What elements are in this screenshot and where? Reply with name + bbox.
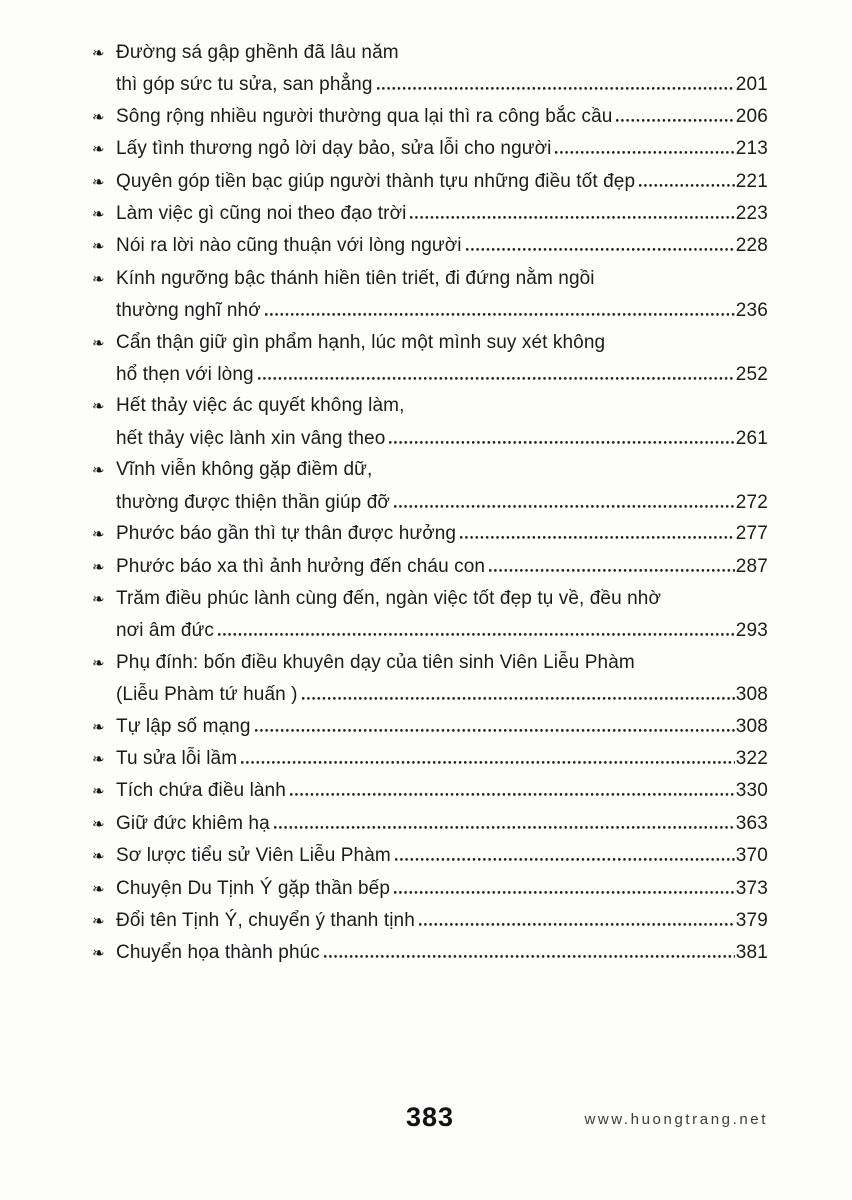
fleuron-leaf-bullet-icon: ❧: [92, 911, 105, 930]
toc-entry-title: Tu sửa lỗi lầm: [116, 747, 238, 769]
toc-entry-page: 228: [735, 235, 768, 257]
toc-entry-title: Trăm điều phúc lành cùng đến, ngàn việc tốt đẹp tụ về, đều nhờ: [116, 587, 662, 609]
toc-entry-page: 252: [735, 364, 768, 386]
toc-entry-page: 308: [735, 715, 768, 737]
toc-entry-title: hết thảy việc lành xin vâng theo: [116, 427, 386, 449]
toc-entry-page: 261: [735, 427, 768, 449]
dot-leader: [218, 633, 735, 636]
toc-entry-title: Chuyện Du Tịnh Ý gặp thần bếp: [116, 877, 391, 899]
toc-line: [92, 647, 768, 679]
toc-entry-page: 330: [735, 780, 768, 802]
toc-entry-page: 221: [735, 170, 768, 192]
toc-entry-page: 379: [735, 909, 768, 931]
toc-entry-page: 223: [735, 203, 768, 225]
toc-entry-title: Chuyển họa thành phúc: [116, 942, 320, 964]
page-number: 383: [406, 1102, 455, 1132]
toc-line: [92, 775, 768, 807]
toc-entry-title: thường được thiện thần giúp đỡ: [116, 491, 390, 513]
toc-entry-title: Làm việc gì cũng noi theo đạo trời: [116, 203, 407, 225]
toc-line: [92, 808, 768, 840]
toc-entry-title: Đường sá gập ghềnh đã lâu năm: [116, 42, 399, 63]
toc-line: [92, 133, 768, 165]
dot-leader: [258, 377, 735, 380]
dot-leader: [274, 826, 735, 829]
fleuron-leaf-bullet-icon: ❧: [92, 237, 105, 256]
dot-leader: [466, 248, 735, 251]
toc-entry-title: Nói ra lời nào cũng thuận với lòng người: [116, 235, 462, 257]
toc-entry-page: 213: [735, 138, 768, 160]
fleuron-leaf-bullet-icon: ❧: [92, 589, 105, 608]
fleuron-leaf-bullet-icon: ❧: [92, 814, 105, 833]
fleuron-leaf-bullet-icon: ❧: [92, 333, 105, 352]
fleuron-leaf-bullet-icon: ❧: [92, 717, 105, 736]
toc-line: [92, 423, 768, 454]
dot-leader: [302, 697, 735, 700]
toc-line: [92, 840, 768, 872]
dot-leader: [410, 216, 734, 219]
toc-line: [92, 263, 768, 295]
dot-leader: [377, 87, 735, 90]
toc-line: [92, 518, 768, 550]
toc-line: [92, 937, 768, 969]
fleuron-leaf-bullet-icon: ❧: [92, 140, 105, 159]
toc-entry-title: Quyên góp tiền bạc giúp người thành tựu những điều tốt đẹp: [116, 170, 636, 192]
toc-entry-title: hổ thẹn với lòng: [116, 364, 254, 386]
dot-leader: [265, 313, 735, 316]
toc-entry-page: 363: [735, 812, 768, 834]
fleuron-leaf-bullet-icon: ❧: [92, 44, 105, 62]
dot-leader: [255, 729, 735, 732]
dot-leader: [290, 793, 735, 796]
toc-line: [92, 551, 768, 583]
toc-line: [92, 905, 768, 937]
toc-entry-page: 277: [735, 523, 768, 545]
fleuron-leaf-bullet-icon: ❧: [92, 269, 105, 288]
toc-line: [92, 359, 768, 390]
toc-entry-title: thường nghĩ nhớ: [116, 300, 261, 322]
fleuron-leaf-bullet-icon: ❧: [92, 944, 105, 963]
toc-entry-title: Kính ngưỡng bậc thánh hiền tiên triết, đi đứng nằm ngồi: [116, 267, 595, 289]
toc-entry-title: thì góp sức tu sửa, san phẳng: [116, 74, 373, 96]
fleuron-leaf-bullet-icon: ❧: [92, 205, 105, 224]
toc-entry-page: 308: [735, 684, 768, 706]
toc-entry-page: 236: [735, 300, 768, 322]
toc-line: [92, 679, 768, 710]
dot-leader: [555, 151, 734, 154]
toc-entry-title: Phước báo gần thì tự thân được hưởng: [116, 523, 457, 545]
toc-entry-page: 272: [735, 491, 768, 513]
fleuron-leaf-bullet-icon: ❧: [92, 525, 105, 544]
toc-line: [92, 390, 768, 422]
toc-entry-page: 381: [735, 942, 768, 964]
toc-entry-title: nơi âm đức: [116, 620, 214, 642]
toc-line: [92, 295, 768, 326]
fleuron-leaf-bullet-icon: ❧: [92, 107, 105, 126]
toc-entry-title: (Liễu Phàm tứ huấn ): [116, 684, 298, 706]
dot-leader: [324, 955, 735, 958]
toc-entry-title: Hết thảy việc ác quyết không làm,: [116, 395, 405, 417]
toc-entry-page: 370: [735, 845, 768, 867]
toc-line: [92, 198, 768, 230]
toc-entry-title: Đổi tên Tịnh Ý, chuyển ý thanh tịnh: [116, 909, 415, 931]
dot-leader: [394, 505, 735, 508]
fleuron-leaf-bullet-icon: ❧: [92, 653, 105, 672]
toc-line: [92, 583, 768, 615]
dot-leader: [460, 536, 735, 539]
toc-entry-title: Phước báo xa thì ảnh hưởng đến cháu con: [116, 555, 486, 577]
toc-line: [92, 101, 768, 133]
table-of-contents: [92, 37, 768, 970]
toc-entry-title: Phụ đính: bốn điều khuyên dạy của tiên sinh Viên Liễu Phàm: [116, 651, 635, 673]
toc-line: [92, 743, 768, 775]
toc-entry-page: 293: [735, 620, 768, 642]
toc-line: [92, 454, 768, 486]
toc-list: [92, 37, 768, 970]
toc-line: [92, 166, 768, 198]
toc-line: [92, 711, 768, 743]
toc-line: [92, 615, 768, 646]
dot-leader: [616, 119, 734, 122]
toc-entry-page: 373: [735, 877, 768, 899]
toc-entry-title: Sơ lược tiểu sử Viên Liễu Phàm: [116, 845, 391, 867]
toc-entry-page: 322: [735, 747, 768, 769]
dot-leader: [389, 441, 734, 444]
toc-line: [92, 230, 768, 262]
toc-line: [92, 327, 768, 359]
dot-leader: [241, 761, 735, 764]
dot-leader: [394, 891, 735, 894]
dot-leader: [489, 569, 735, 572]
fleuron-leaf-bullet-icon: ❧: [92, 461, 105, 480]
toc-entry-title: Sông rộng nhiều người thường qua lại thì ra công bắc cầu: [116, 105, 613, 127]
toc-line: [92, 69, 768, 100]
toc-entry-page: 206: [735, 105, 768, 127]
fleuron-leaf-bullet-icon: ❧: [92, 749, 105, 768]
toc-entry-title: Giữ đức khiêm hạ: [116, 812, 270, 834]
toc-entry-title: Lấy tình thương ngỏ lời dạy bảo, sửa lỗi cho người: [116, 138, 552, 160]
publisher-website: www.huongtrang.net: [584, 1111, 768, 1128]
toc-entry-title: Cẩn thận giữ gìn phẩm hạnh, lúc một mình suy xét không: [116, 331, 606, 353]
toc-line: [92, 487, 768, 518]
toc-entry-title: Tự lập số mạng: [116, 715, 251, 737]
toc-line: [92, 37, 768, 69]
fleuron-leaf-bullet-icon: ❧: [92, 847, 105, 866]
fleuron-leaf-bullet-icon: ❧: [92, 782, 105, 801]
fleuron-leaf-bullet-icon: ❧: [92, 172, 105, 191]
toc-entry-title: Tích chứa điều lành: [116, 780, 286, 802]
fleuron-leaf-bullet-icon: ❧: [92, 879, 105, 898]
fleuron-leaf-bullet-icon: ❧: [92, 557, 105, 576]
toc-entry-page: 201: [735, 74, 768, 96]
toc-line: [92, 873, 768, 905]
dot-leader: [639, 184, 735, 187]
toc-entry-title: Vĩnh viễn không gặp điềm dữ,: [116, 459, 373, 481]
dot-leader: [419, 923, 735, 926]
toc-entry-page: 287: [735, 555, 768, 577]
fleuron-leaf-bullet-icon: ❧: [92, 397, 105, 416]
dot-leader: [395, 858, 735, 861]
